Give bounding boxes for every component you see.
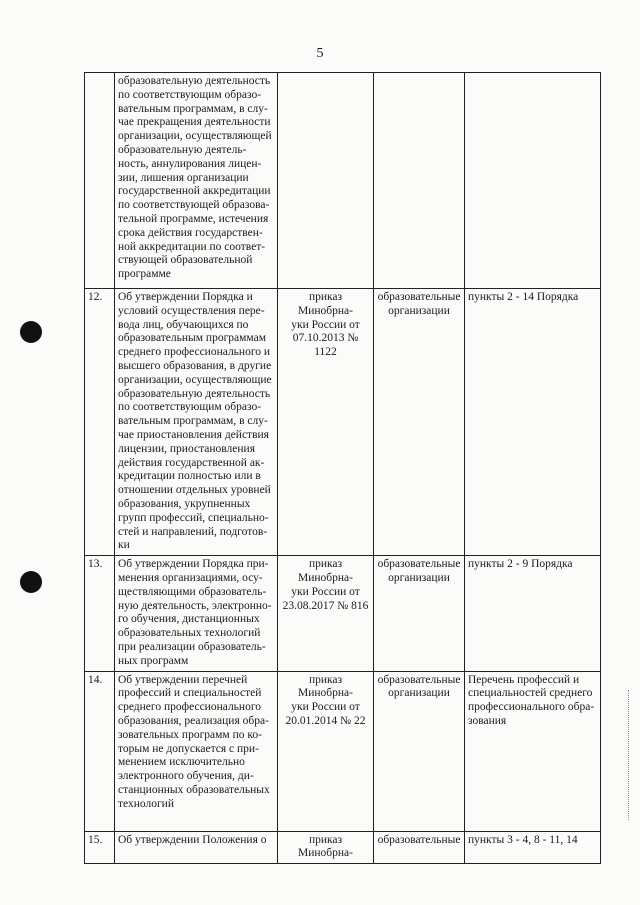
act-title: Об утверждении Положения о — [115, 831, 278, 864]
act-subject — [374, 73, 465, 289]
row-number — [85, 73, 115, 289]
act-title: Об утверждении Порядка при- менения организациями, осу- ществляющими образователь- ную деятельность, электронно- го обучения, дистанционных образовательных технологий при реализации образователь- ных программ — [115, 556, 278, 671]
scan-edge-marks — [628, 690, 631, 820]
act-reference: приказ Минобрна- — [278, 831, 374, 864]
row-number: 15. — [85, 831, 115, 864]
punch-hole-bottom — [20, 571, 42, 593]
page-number: 5 — [316, 46, 324, 61]
act-title: образовательную деятельность по соответствующим образо- вательным программам, в слу- чае прекращения деятельности организации, осуществляющей образовательную деятель- ность, аннулирования лицен- зии, лишения организации государственной аккредитации по соответствующей образова- тельной программе, истечения срока действия государствен- ной аккредитации по соответ- ствующей образовательной программе — [115, 73, 278, 289]
table-row — [85, 831, 601, 864]
act-reference: приказ Минобрна- уки России от 23.08.2017 № 816 — [278, 556, 374, 671]
act-subject: образовательные — [374, 831, 465, 864]
table-row — [85, 289, 601, 556]
act-points: пункты 2 - 9 Порядка — [465, 556, 601, 671]
act-subject: образовательные организации — [374, 289, 465, 556]
act-reference: приказ Минобрна- уки России от 07.10.2013 № 1122 — [278, 289, 374, 556]
act-reference: приказ Минобрна- уки России от 20.01.2014 № 22 — [278, 671, 374, 831]
act-title: Об утверждении Порядка и условий осуществления пере- вода лиц, обучающихся по образовательным программам среднего профессионального и высшего образования, в другие организации, осуществляющие образовательную деятельность по соответствующим образо- вательным программам, в слу- чае приостановления действия лицензии, приостановления действия государственной ак- кредитации полностью или в отношении отдельных уровней образования, укрупненных групп профессий, специально- стей и направлений, подготов- ки — [115, 289, 278, 556]
act-points: пункты 3 - 4, 8 - 11, 14 — [465, 831, 601, 864]
row-number: 14. — [85, 671, 115, 831]
punch-hole-top — [20, 321, 42, 343]
row-number: 13. — [85, 556, 115, 671]
act-points: пункты 2 - 14 Порядка — [465, 289, 601, 556]
table-row — [85, 73, 601, 289]
act-subject: образовательные организации — [374, 556, 465, 671]
act-reference — [278, 73, 374, 289]
row-number: 12. — [85, 289, 115, 556]
act-title: Об утверждении перечней профессий и специальностей среднего профессионального образования, реализация обра- зовательных программ по ко- торым не допускается с при- менением исключительно электронного обучения, ди- станционных образовательных технологий — [115, 671, 278, 831]
table-row — [85, 671, 601, 831]
table-row — [85, 556, 601, 671]
act-points: Перечень профессий и специальностей среднего профессионального обра- зования — [465, 671, 601, 831]
act-subject: образовательные организации — [374, 671, 465, 831]
act-points — [465, 73, 601, 289]
regulations-table — [84, 72, 601, 864]
